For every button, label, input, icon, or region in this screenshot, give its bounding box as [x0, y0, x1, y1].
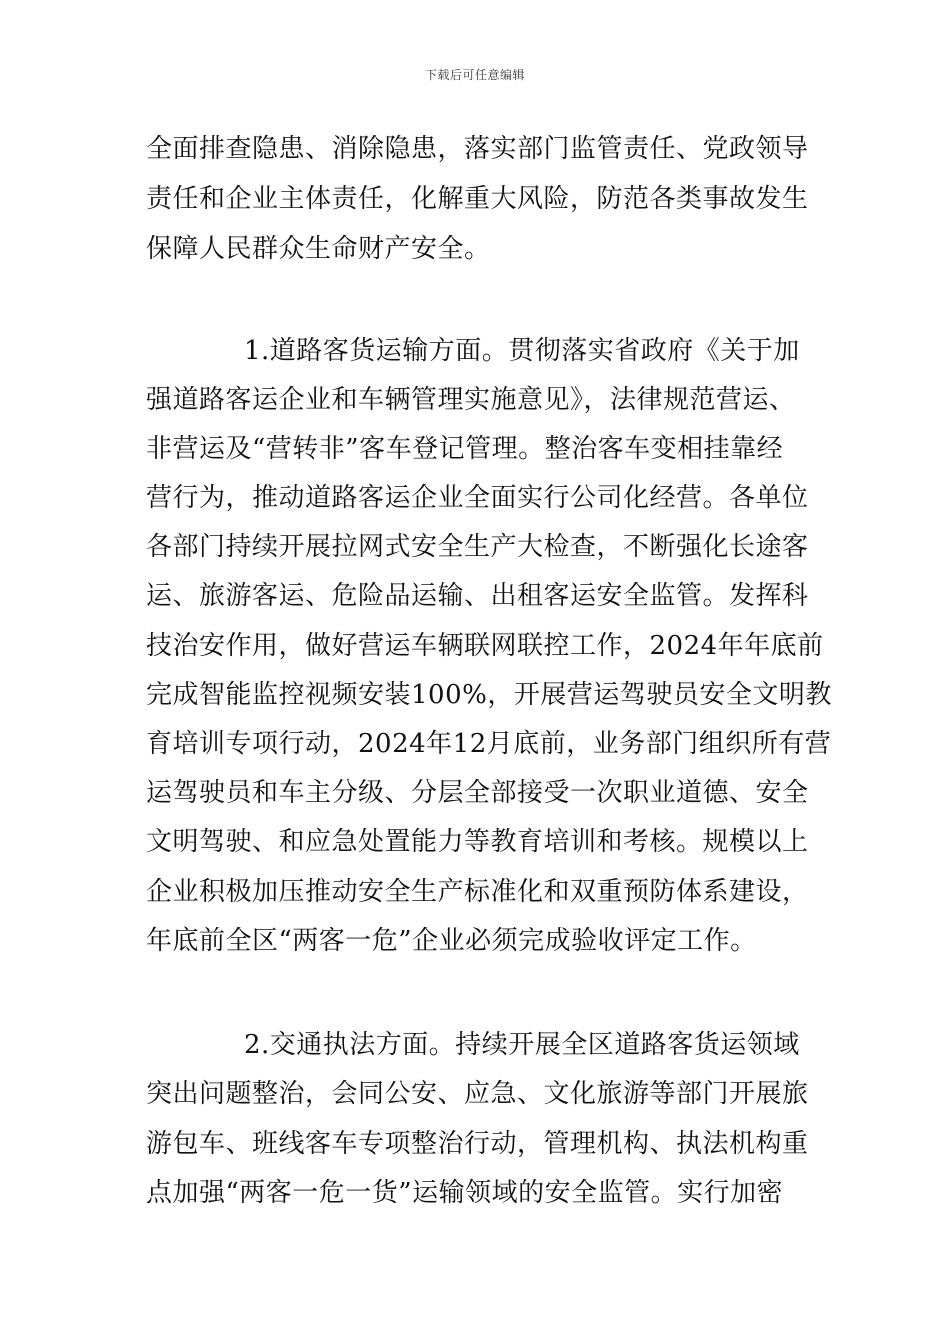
- text-line: 育培训专项行动，2024年12月底前，业务部门组织所有营: [146, 729, 832, 759]
- text-line: 年底前全区“两客一危”企业必须完成验收评定工作。: [146, 926, 757, 956]
- text-line: 营行为，推动道路客运企业全面实行公司化经营。各单位: [146, 483, 809, 513]
- text-line: 强道路客运企业和车辆管理实施意见》，法律规范营运、: [146, 385, 796, 415]
- text-line: 1.道路客货运输方面。贯彻落实省政府《关于加: [244, 336, 800, 366]
- text-line: 2.交通执法方面。持续开展全区道路客货运领域: [244, 1030, 800, 1060]
- page-header-note: 下载后可任意编辑: [424, 68, 525, 82]
- text-line: 文明驾驶、和应急处置能力等教育培训和考核。规模以上: [146, 827, 809, 857]
- text-line: 运、旅游客运、危险品运输、出租客运安全监管。发挥科: [146, 581, 809, 611]
- text-line: 运驾驶员和车主分级、分层全部接受一次职业道德、安全: [146, 778, 809, 808]
- text-line: 保障人民群众生命财产安全。: [146, 234, 491, 264]
- text-line: 完成智能监控视频安装100%，开展营运驾驶员安全文明教: [146, 680, 832, 710]
- text-line: 全面排查隐患、消除隐患，落实部门监管责任、党政领导: [146, 134, 809, 164]
- text-line: 游包车、班线客车专项整治行动，管理机构、执法机构重: [146, 1129, 809, 1159]
- text-line: 突出问题整治，会同公安、应急、文化旅游等部门开展旅: [146, 1079, 809, 1109]
- text-line: 企业积极加压推动安全生产标准化和双重预防体系建设，: [146, 877, 809, 907]
- text-line: 非营运及“营转非”客车登记管理。整治客车变相挂靠经: [146, 434, 784, 464]
- text-line: 技治安作用，做好营运车辆联网联控工作，2024年年底前: [146, 631, 824, 661]
- text-line: 点加强“两客一危一货”运输领域的安全监管。实行加密: [146, 1178, 784, 1208]
- text-line: 责任和企业主体责任，化解重大风险，防范各类事故发生: [146, 184, 809, 214]
- text-line: 各部门持续开展拉网式安全生产大检查，不断强化长途客: [146, 532, 809, 562]
